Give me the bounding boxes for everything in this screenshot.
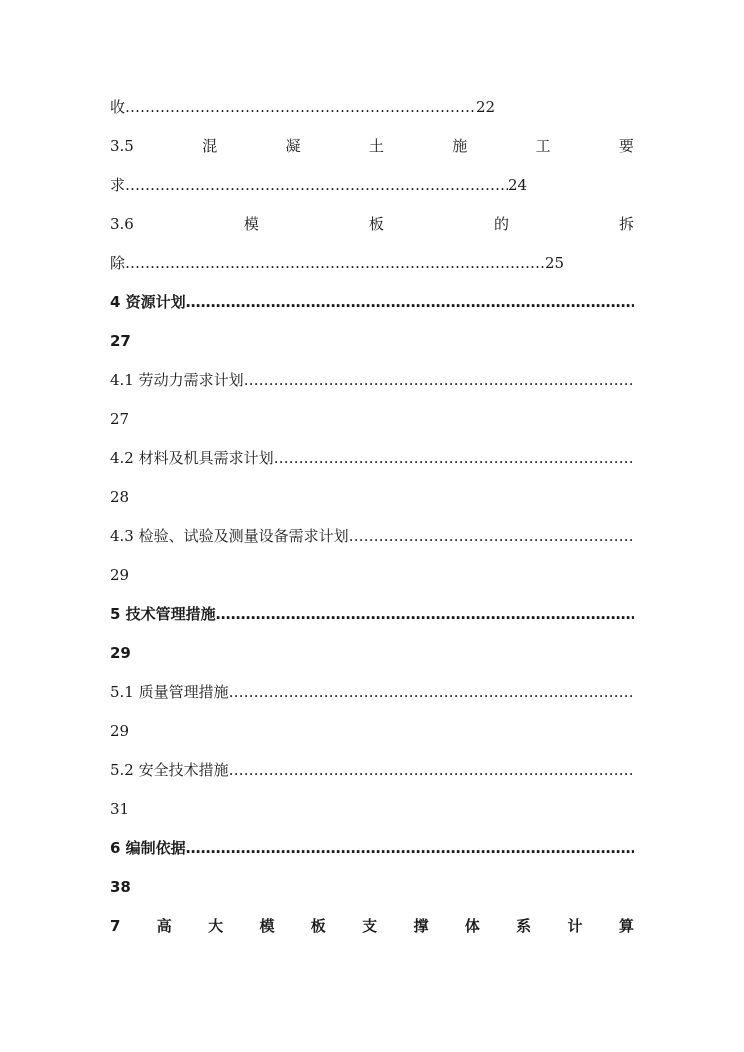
toc-entry-char: 模	[259, 917, 275, 935]
toc-leader-dots	[125, 251, 545, 275]
toc-entry-4[interactable]	[110, 290, 634, 329]
toc-entry-3-4-continued[interactable]	[110, 95, 634, 134]
toc-leader-dots	[125, 95, 476, 119]
toc-page-number: 24	[508, 176, 528, 194]
toc-leader-dots	[244, 368, 634, 392]
toc-entry-4-1[interactable]	[110, 368, 634, 407]
toc-leader-dots	[125, 173, 508, 197]
toc-entry-char: 要	[618, 137, 634, 155]
toc-page-line	[110, 797, 634, 836]
toc-page-number: 28	[110, 488, 130, 506]
toc-page-number: 38	[110, 878, 131, 896]
toc-entry-char: 拆	[618, 215, 634, 233]
toc-leader-dots	[216, 602, 634, 626]
toc-page-line	[110, 641, 634, 680]
toc-entry-char: 体	[464, 917, 480, 935]
toc-entry-char: 算	[618, 917, 634, 935]
toc-entry-label: 4.2 材料及机具需求计划	[110, 449, 274, 467]
toc-entry-4-2[interactable]	[110, 446, 634, 485]
toc-entry-number: 3.5	[110, 137, 134, 155]
toc-entry-char: 系	[516, 917, 532, 935]
toc-entry-3-6-continued[interactable]	[110, 251, 634, 290]
toc-entry-char: 大	[208, 917, 224, 935]
toc-entry-3-5[interactable]	[110, 134, 634, 173]
toc-entry-label: 6 编制依据	[110, 839, 186, 857]
toc-page-line	[110, 875, 634, 914]
toc-entry-label: 5.2 安全技术措施	[110, 761, 229, 779]
toc-entry-char: 高	[156, 917, 172, 935]
toc-page-number: 29	[110, 566, 130, 584]
toc-entry-5-2[interactable]	[110, 758, 634, 797]
toc-page-number: 29	[110, 722, 130, 740]
toc-leader-dots	[349, 524, 634, 548]
toc-entry-label: 4.1 劳动力需求计划	[110, 371, 244, 389]
toc-entry-char: 混	[202, 137, 218, 155]
toc-page-line	[110, 485, 634, 524]
toc-page-number: 27	[110, 410, 130, 428]
toc-entry-char: 板	[310, 917, 326, 935]
toc-page-number: 31	[110, 800, 130, 818]
toc-entry-3-5-continued[interactable]	[110, 173, 634, 212]
toc-leader-dots	[274, 446, 634, 470]
toc-entry-char: 计	[567, 917, 583, 935]
toc-entry-char: 撑	[413, 917, 429, 935]
toc-entry-5-1[interactable]	[110, 680, 634, 719]
toc-page-line	[110, 563, 634, 602]
toc-entry-label: 除	[110, 254, 126, 272]
toc-entry-label: 收	[110, 98, 126, 116]
toc-entry-6[interactable]	[110, 836, 634, 875]
toc-entry-char: 支	[362, 917, 378, 935]
toc-entry-5[interactable]	[110, 602, 634, 641]
toc-page-number: 27	[110, 332, 131, 350]
toc-entry-7[interactable]	[110, 914, 634, 953]
toc-entry-label: 5 技术管理措施	[110, 605, 216, 623]
toc-page-line	[110, 329, 634, 368]
toc-entry-char: 工	[535, 137, 551, 155]
toc-entry-label: 4.3 检验、试验及测量设备需求计划	[110, 527, 349, 545]
toc-leader-dots	[229, 758, 634, 782]
toc-page-number: 29	[110, 644, 131, 662]
toc-entry-char: 施	[452, 137, 468, 155]
toc-entry-char: 凝	[285, 137, 301, 155]
toc-page-line	[110, 407, 634, 446]
toc-leader-dots	[186, 290, 634, 314]
toc-entry-char: 板	[368, 215, 384, 233]
toc-entry-label: 5.1 质量管理措施	[110, 683, 229, 701]
toc-entry-4-3[interactable]	[110, 524, 634, 563]
toc-entry-label: 4 资源计划	[110, 293, 186, 311]
toc-entry-number: 3.6	[110, 215, 134, 233]
table-of-contents	[110, 95, 634, 953]
toc-entry-char: 的	[493, 215, 509, 233]
toc-page-line	[110, 719, 634, 758]
toc-entry-label: 求	[110, 176, 126, 194]
toc-page-number: 25	[545, 254, 565, 272]
toc-page-number: 22	[476, 98, 496, 116]
toc-entry-char: 模	[243, 215, 259, 233]
toc-leader-dots	[229, 680, 634, 704]
toc-entry-3-6[interactable]	[110, 212, 634, 251]
toc-entry-char: 土	[368, 137, 384, 155]
toc-entry-number: 7	[110, 917, 121, 935]
toc-leader-dots	[186, 836, 634, 860]
